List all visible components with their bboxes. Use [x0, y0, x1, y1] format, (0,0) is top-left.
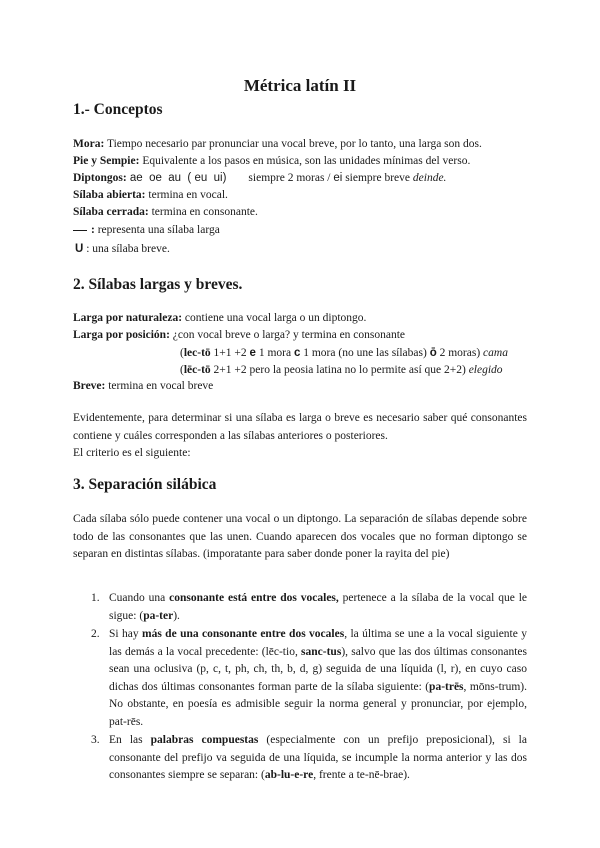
item-2-text-3: ), salvo que las dos últimas consonantes sean una oclusiva (p, c, t, ph, ch, th, b, d, g) seguida de una líquida (l, r), en cuyo caso dichas dos últimas consonantes forman parte de la sílaba siguiente: (	[109, 645, 528, 693]
long-syllable-icon	[73, 230, 87, 231]
list-item-number: 3.	[91, 734, 100, 746]
example-1-open: (	[180, 347, 184, 359]
def-short-symbol	[73, 242, 170, 256]
item-2-text-1: Si hay	[109, 628, 142, 640]
item-2-text-2: , la última se une a la vocal siguiente y las demás a la vocal precedente: (lēc-tio,	[109, 628, 527, 658]
paragraph-evidentemente: Evidentemente, para determinar si una sílaba es larga o breve es necesario saber qué consonantes contiene y cuáles corresponden a las sílabas anteriores o posteriores.	[73, 412, 527, 442]
silaba-abierta-text: termina en vocal.	[145, 189, 228, 201]
diptongos-label: Diptongos:	[73, 172, 127, 184]
example-1-text4: 2 moras)	[436, 347, 484, 359]
diptongo-ei-rule: siempre breve	[342, 172, 411, 184]
pie-label: Pie y Sempie:	[73, 155, 140, 167]
paragraph-intro: Cada sílaba sólo puede contener una vocal o un diptongo. La separación de sílabas depende sobre todo de las consonantes que las unen. Cuando aparecen dos vocales que no forman diptongo se separan en distintas sílabas. (imporatante para saber donde poner la rayita del pie)	[73, 513, 527, 560]
def-larga-posicion	[73, 328, 405, 342]
list-item	[73, 732, 527, 785]
example-1-e: e	[249, 347, 256, 359]
example-1-text: 1+1 +2	[210, 347, 250, 359]
item-3-text-2: (especialmente con un prefijo preposicional), si la consonante del prefijo va seguida de una líquida, se incumple la norma anterior y las dos consonantes siempre se separan: (	[109, 734, 527, 781]
example-1-c: c	[293, 347, 301, 359]
section-2-heading: 2. Sílabas largas y breves.	[73, 276, 243, 293]
mora-text: Tiempo necesario par pronunciar una vocal breve, por lo tanto, una larga son dos.	[104, 138, 482, 150]
larga-naturaleza-label: Larga por naturaleza:	[73, 312, 183, 324]
def-breve	[73, 379, 213, 393]
item-1-text-2: pertenece a la sílaba de la vocal que le sigue: (	[109, 592, 527, 622]
example-1-text2: 1 mora	[255, 347, 294, 359]
list-item	[73, 590, 527, 625]
item-3-text-3: , frente a te-nē-brae).	[313, 769, 410, 781]
section-3-intro	[73, 511, 527, 564]
list-item-number: 1.	[91, 592, 100, 604]
def-mora	[73, 137, 482, 151]
list-item	[73, 626, 527, 731]
short-symbol-text: : una sílaba breve.	[83, 243, 170, 255]
diptongos-vowels: ae oe au ( eu ui)	[126, 172, 227, 184]
larga-posicion-text: ¿con vocal breve o larga? y termina en consonante	[169, 329, 406, 341]
item-1-bold-1: consonante está entre dos vocales,	[169, 592, 339, 604]
def-pie	[73, 154, 470, 168]
rules-list	[73, 590, 527, 786]
example-2-text: 2+1 +2 pero la peosia latina no lo permite así que 2+2)	[210, 364, 469, 376]
item-3-text-1: En las	[109, 734, 151, 746]
example-1-o: ō	[429, 347, 437, 359]
def-long-symbol	[73, 223, 220, 237]
example-2-open: (	[180, 364, 184, 376]
example-1-gloss: cama	[483, 347, 508, 359]
silaba-abierta-label: Sílaba abierta:	[73, 189, 146, 201]
item-1-text-3: ).	[173, 609, 180, 622]
item-1-text-1: Cuando una	[109, 592, 170, 604]
example-2-word: lēc-tō	[183, 364, 211, 376]
larga-naturaleza-text: contiene una vocal larga o un diptongo.	[182, 312, 367, 324]
section-3-heading: 3. Separación silábica	[73, 476, 217, 493]
item-2-text-4: , mōns-trum). No obstante, en poesía es admisible seguir la norma general y pronunciar, por ejemplo, pat-rēs.	[109, 680, 527, 728]
item-3-bold-1: palabras compuestas	[150, 734, 259, 746]
item-3-bold-2: ab-lu-e-re	[264, 769, 314, 781]
page-title: Métrica latín II	[243, 76, 357, 95]
long-symbol-text: representa una sílaba larga	[94, 224, 220, 236]
breve-label: Breve:	[73, 380, 106, 392]
section-2-paragraph	[73, 410, 527, 463]
example-lecto-long	[180, 363, 503, 377]
paragraph-criterio: El criterio es el siguiente:	[73, 447, 191, 459]
example-2-gloss: elegido	[468, 364, 503, 376]
item-1-bold-2: pa-ter	[143, 609, 174, 622]
def-larga-naturaleza	[73, 311, 366, 325]
example-1-text3: 1 mora (no une las sílabas)	[300, 347, 430, 359]
larga-posicion-label: Larga por posición:	[73, 329, 170, 341]
silaba-cerrada-text: termina en consonante.	[148, 206, 258, 218]
def-silaba-abierta	[73, 188, 228, 202]
diptongo-example: deinde.	[412, 172, 447, 184]
breve-text: termina en vocal breve	[105, 380, 214, 392]
pie-text: Equivalente a los pasos en música, son las unidades mínimas del verso.	[139, 155, 471, 167]
item-2-bold-2: sanc-tus	[301, 645, 342, 658]
example-1-word: lec-tō	[183, 347, 211, 359]
def-silaba-cerrada	[73, 205, 258, 219]
diptongo-ei: ei	[333, 172, 343, 184]
silaba-cerrada-label: Sílaba cerrada:	[73, 206, 149, 218]
item-2-bold-1: más de una consonante entre dos vocales	[141, 628, 345, 640]
def-diptongos	[73, 171, 446, 185]
mora-label: Mora:	[73, 138, 105, 150]
item-2-bold-3: pa-trēs	[429, 680, 464, 693]
short-syllable-icon: U	[75, 243, 84, 255]
list-item-number: 2.	[91, 628, 100, 640]
long-symbol-sep: :	[91, 224, 95, 236]
section-1-heading: 1.- Conceptos	[73, 101, 163, 118]
example-lecto	[180, 346, 508, 360]
diptongos-rule: siempre 2 moras /	[248, 172, 331, 184]
